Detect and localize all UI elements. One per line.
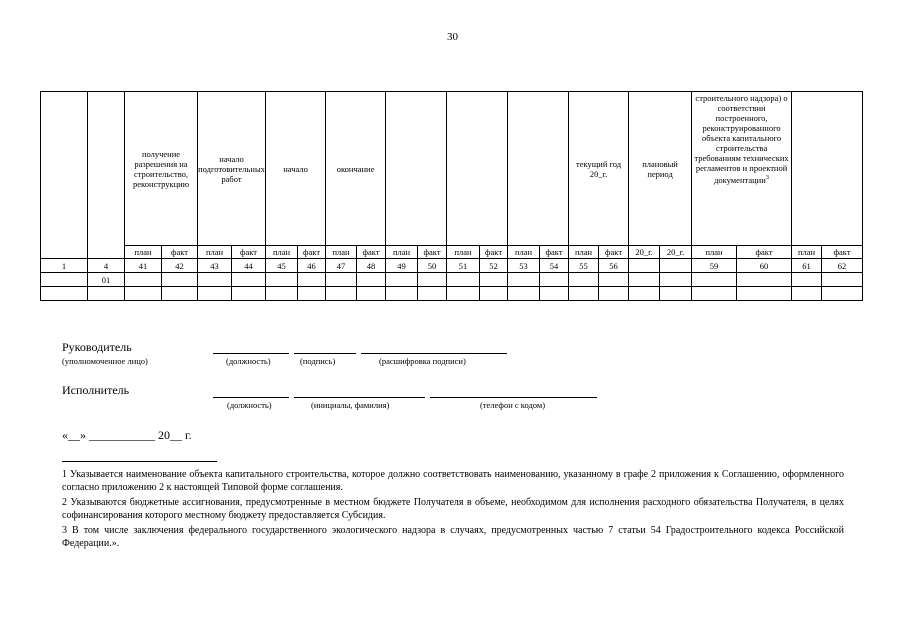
decoding-label: (расшифровка подписи) <box>379 356 466 366</box>
table-cell <box>737 287 792 301</box>
date-line: «__» ___________ 20__ г. <box>62 428 192 442</box>
table-cell <box>692 273 737 287</box>
footnote-3: 3 В том числе заключения федерального государственного экологического надзора в случаях, предусмотренных частью 7 статьи 54 Градостроительного кодекса Российской Федерации.». <box>62 524 844 550</box>
table-cell <box>266 273 298 287</box>
subheader-cell: факт <box>599 246 629 259</box>
table-cell <box>41 273 88 287</box>
table-cell <box>540 273 569 287</box>
column-number: 4 <box>88 259 125 273</box>
subheader-cell: план <box>326 246 357 259</box>
column-number <box>629 259 660 273</box>
subheader-cell: план <box>692 246 737 259</box>
table-cell <box>629 287 660 301</box>
initials-label: (инициалы, фамилия) <box>311 400 390 410</box>
subheader-cell: план <box>447 246 480 259</box>
header-conclusion <box>692 92 792 246</box>
subheader-cell: факт <box>357 246 386 259</box>
phone-label: (телефон с кодом) <box>480 400 546 410</box>
table-cell <box>540 287 569 301</box>
table-cell <box>480 273 508 287</box>
subheader-cell: 20_г. <box>660 246 692 259</box>
table-cell <box>508 287 540 301</box>
table-cell <box>447 273 480 287</box>
header-cell-empty <box>792 92 863 246</box>
table-cell <box>792 287 822 301</box>
table-row <box>41 287 863 301</box>
table-cell <box>298 273 326 287</box>
executor-position-line <box>213 397 289 398</box>
table-cell <box>508 273 540 287</box>
initials-line <box>294 397 425 398</box>
table-cell <box>599 287 629 301</box>
header-start: начало <box>266 92 326 246</box>
table-cell <box>326 273 357 287</box>
table-cell <box>447 287 480 301</box>
header-cell-empty <box>41 92 88 259</box>
subheader-cell: факт <box>298 246 326 259</box>
header-end: окончание <box>326 92 386 246</box>
table-cell <box>418 287 447 301</box>
column-number: 46 <box>298 259 326 273</box>
column-number: 62 <box>822 259 863 273</box>
table-cell <box>629 273 660 287</box>
column-number: 43 <box>198 259 232 273</box>
decoding-line <box>361 353 507 354</box>
executor-title: Исполнитель <box>62 383 130 397</box>
subheader-cell: план <box>386 246 418 259</box>
header-planned-period: плановый период <box>629 92 692 246</box>
header-current-year: текущий год 20_г. <box>569 92 629 246</box>
table-cell <box>41 287 88 301</box>
table-cell <box>418 273 447 287</box>
row-code: 01 <box>88 273 125 287</box>
table-cell <box>266 287 298 301</box>
table-cell <box>386 287 418 301</box>
column-number: 50 <box>418 259 447 273</box>
table-cell <box>599 273 629 287</box>
subheader-cell: 20_г. <box>629 246 660 259</box>
page-number: 30 <box>447 31 458 43</box>
column-number: 52 <box>480 259 508 273</box>
subheader-cell: план <box>198 246 232 259</box>
signature-label: (подпись) <box>300 356 336 366</box>
header-cell-empty <box>88 92 125 259</box>
table-cell <box>357 273 386 287</box>
table-cell <box>822 287 863 301</box>
column-number: 61 <box>792 259 822 273</box>
subheader-cell: факт <box>822 246 863 259</box>
column-number: 45 <box>266 259 298 273</box>
signature-line <box>294 353 356 354</box>
table-cell <box>660 273 692 287</box>
column-number: 48 <box>357 259 386 273</box>
table-cell <box>792 273 822 287</box>
table-cell <box>125 287 162 301</box>
position-label: (должность) <box>226 356 271 366</box>
footnote-2: 2 Указываются бюджетные ассигнования, предусмотренные в местном бюджете Получателя в объеме, необходимом для исполнения расходного обязательства Получателя, в целях софинансирования которого местному бюджету предоставляется Субсидия. <box>62 496 844 522</box>
footnote-separator <box>62 461 217 462</box>
column-number: 1 <box>41 259 88 273</box>
table-cell <box>232 273 266 287</box>
table-cell <box>737 273 792 287</box>
subheader-cell: план <box>792 246 822 259</box>
table-cell <box>822 273 863 287</box>
table-cell <box>386 273 418 287</box>
column-number: 56 <box>599 259 629 273</box>
table-cell <box>125 273 162 287</box>
header-conclusion-text: строительного надзора) о соответствии построенного, реконструированного объекта капитального строительства требованиям технических регламентов и проектной документации <box>694 93 789 185</box>
header-cell-empty <box>447 92 508 246</box>
column-number: 42 <box>162 259 198 273</box>
table-cell <box>88 287 125 301</box>
table-row <box>41 273 863 287</box>
head-title: Руководитель <box>62 340 132 354</box>
subheader-cell: факт <box>540 246 569 259</box>
table-cell <box>692 287 737 301</box>
column-number: 59 <box>692 259 737 273</box>
table-cell <box>326 287 357 301</box>
column-number: 49 <box>386 259 418 273</box>
table-cell <box>569 273 599 287</box>
header-row <box>41 92 863 246</box>
footnote-ref-3: 3 <box>765 174 769 181</box>
table-cell <box>198 273 232 287</box>
subheader-cell: план <box>266 246 298 259</box>
subheader-cell: план <box>569 246 599 259</box>
table-cell <box>298 287 326 301</box>
subheader-cell: факт <box>232 246 266 259</box>
column-number-row <box>41 259 863 273</box>
column-number: 44 <box>232 259 266 273</box>
header-prep-works: начало подготовительных работ <box>198 92 266 246</box>
column-number: 41 <box>125 259 162 273</box>
subheader-cell: план <box>125 246 162 259</box>
executor-position-label: (должность) <box>227 400 272 410</box>
table-cell <box>480 287 508 301</box>
table-cell <box>569 287 599 301</box>
column-number: 53 <box>508 259 540 273</box>
table-cell <box>162 287 198 301</box>
column-number: 55 <box>569 259 599 273</box>
phone-line <box>430 397 597 398</box>
table-cell <box>198 287 232 301</box>
table-cell <box>162 273 198 287</box>
subheader-cell: факт <box>737 246 792 259</box>
header-cell-empty <box>386 92 447 246</box>
table-cell <box>357 287 386 301</box>
table-cell <box>232 287 266 301</box>
column-number: 47 <box>326 259 357 273</box>
footnotes <box>62 468 844 552</box>
subheader-cell: факт <box>480 246 508 259</box>
footnote-1: 1 Указывается наименование объекта капитального строительства, которое должно соответствовать наименованию, указанному в графе 2 приложения к Соглашению, оформленного согласно приложению 2 к настоящей Типовой форме соглашения. <box>62 469 844 494</box>
header-cell-empty <box>508 92 569 246</box>
subheader-cell: план <box>508 246 540 259</box>
column-number: 60 <box>737 259 792 273</box>
column-number: 54 <box>540 259 569 273</box>
table-cell <box>660 287 692 301</box>
schedule-table <box>40 91 863 301</box>
head-subtitle: (уполномоченное лицо) <box>62 356 148 366</box>
header-permit: получение разрешения на строительство, реконструкцию <box>125 92 198 246</box>
subheader-cell: факт <box>162 246 198 259</box>
column-number <box>660 259 692 273</box>
subheader-row <box>41 246 863 259</box>
column-number: 51 <box>447 259 480 273</box>
subheader-cell: факт <box>418 246 447 259</box>
position-line <box>213 353 289 354</box>
